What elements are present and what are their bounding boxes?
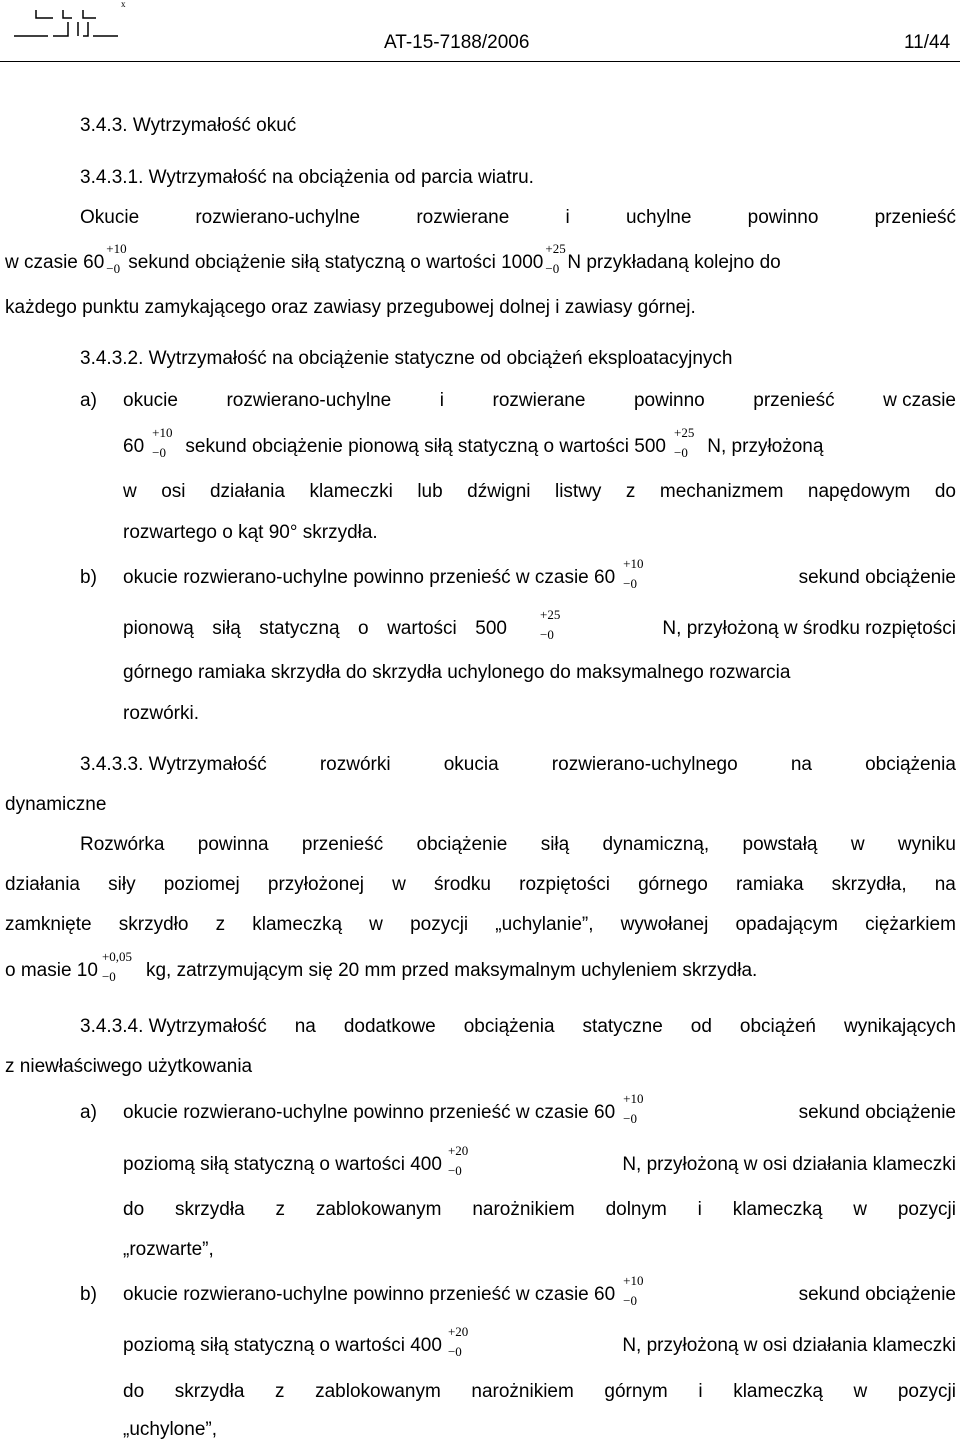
- item-4b-line-3: do skrzydła z zablokowanym narożnikiem górnym i klameczką w pozycji: [123, 1381, 956, 1402]
- item-4b-line-1-end: sekund obciążenie: [798, 1284, 956, 1305]
- item-a-line-3: w osi działania klameczki lub dźwigni listwy z mechanizmem napędowym do: [123, 481, 956, 502]
- tolerance-10: +10 −0: [623, 556, 644, 591]
- item-a-line-2: 60 +10 −0 sekund obciążenie pionową siłą statyczną o wartości 500 +25 −0 N, przyłożoną: [123, 425, 824, 460]
- item-a-line-4: rozwartego o kąt 90° skrzydła.: [123, 522, 378, 543]
- paragraph-3-line-4: o masie 10 +0,05 −0 kg, zatrzymującym się 20 mm przed maksymalnym uchyleniem skrzydła.: [5, 949, 758, 984]
- item-4b-line-1: okucie rozwierano-uchylne powinno przenieść w czasie 60 +10 −0: [123, 1283, 651, 1307]
- item-b-line-2-end: N, przyłożoną w środku rozpiętości: [662, 618, 956, 639]
- paragraph-1-line-1: Okucie rozwierano-uchylne rozwierane i uchylne powinno przenieść: [80, 207, 956, 228]
- item-b-line-1: okucie rozwierano-uchylne powinno przenieść w czasie 60 +10 −0: [123, 566, 651, 590]
- tolerance-10: +10 −0: [623, 1091, 644, 1126]
- heading-3-4-3-2: 3.4.3.2. Wytrzymałość na obciążenie statyczne od obciążeń eksploatacyjnych: [80, 348, 733, 369]
- item-4a-line-4: „rozwarte”,: [123, 1239, 214, 1260]
- header-page-number: 11/44: [904, 32, 951, 53]
- svg-text:x: x: [121, 0, 126, 9]
- heading-3-4-3: 3.4.3. Wytrzymałość okuć: [80, 115, 297, 136]
- header-doc-id: AT-15-7188/2006: [384, 32, 530, 53]
- tolerance-20: +20 −0: [447, 1143, 469, 1178]
- paragraph-3-line-2: działania siły poziomej przyłożonej w środku rozpiętości górnego ramiaka skrzydła, na: [5, 874, 956, 895]
- item-4a-line-2: poziomą siłą statyczną o wartości 400 +20 −0: [123, 1153, 478, 1177]
- list-marker-4b: b): [80, 1284, 97, 1305]
- tolerance-25: +25 −0: [545, 241, 566, 276]
- item-4a-line-1-end: sekund obciążenie: [798, 1102, 956, 1123]
- item-4a-line-2-end: N, przyłożoną w osi działania klameczki: [622, 1154, 956, 1175]
- item-a-line-1: okucie rozwierano-uchylne i rozwierane powinno przenieść w czasie: [123, 390, 956, 411]
- heading-3-4-3-4: 3.4.3.4. Wytrzymałość na dodatkowe obciążenia statyczne od obciążeń wynikających: [80, 1016, 956, 1037]
- paragraph-3-line-1: Rozwórka powinna przenieść obciążenie siłą dynamiczną, powstałą w wyniku: [80, 834, 956, 855]
- heading-3-4-3-1: 3.4.3.1. Wytrzymałość na obciążenia od parcia wiatru.: [80, 167, 534, 188]
- heading-3-4-3-3-cont: dynamiczne: [5, 794, 107, 815]
- list-marker-a: a): [80, 390, 97, 411]
- item-4b-line-2: poziomą siłą statyczną o wartości 400 +20 −0: [123, 1334, 478, 1358]
- item-b-line-4: rozwórki.: [123, 703, 200, 724]
- item-4b-line-2-end: N, przyłożoną w osi działania klameczki: [622, 1335, 956, 1356]
- list-marker-4a: a): [80, 1102, 97, 1123]
- tolerance-10: +10 −0: [106, 241, 127, 276]
- paragraph-1-line-2: w czasie 60 +10 −0 sekund obciążenie siłą statyczną o wartości 1000 +25 −0 N przykładaną kolejno do: [5, 241, 781, 276]
- company-logo: [8, 0, 128, 45]
- tolerance-25: +25 −0: [540, 607, 561, 642]
- paragraph-3-line-3: zamknięte skrzydło z klameczką w pozycji „uchylanie”, wywołanej opadającym ciężarkiem: [5, 914, 956, 935]
- heading-3-4-3-3: 3.4.3.3. Wytrzymałość rozwórki okucia rozwierano-uchylnego na obciążenia: [80, 754, 956, 775]
- tolerance-20: +20 −0: [447, 1324, 469, 1359]
- item-b-line-2-start: pionową siłą statyczną o wartości 500: [123, 618, 507, 639]
- item-4a-line-3: do skrzydła z zablokowanym narożnikiem dolnym i klameczką w pozycji: [123, 1199, 956, 1220]
- item-4b-line-4: „uchylone”,: [123, 1419, 217, 1440]
- header-rule: [0, 61, 960, 62]
- item-b-line-1-end: sekund obciążenie: [798, 567, 956, 588]
- paragraph-1-line-3: każdego punktu zamykającego oraz zawiasy przegubowej dolnej i zawiasy górnej.: [5, 297, 696, 318]
- list-marker-b: b): [80, 567, 97, 588]
- item-4a-line-1: okucie rozwierano-uchylne powinno przenieść w czasie 60 +10 −0: [123, 1101, 651, 1125]
- tolerance-005: +0,05 −0: [101, 949, 133, 984]
- heading-3-4-3-4-cont: z niewłaściwego użytkowania: [5, 1056, 253, 1077]
- tolerance-10: +10 −0: [152, 425, 173, 460]
- item-b-line-3: górnego ramiaka skrzydła do skrzydła uchylonego do maksymalnego rozwarcia: [123, 662, 791, 683]
- tolerance-10: +10 −0: [623, 1273, 644, 1308]
- tolerance-25: +25 −0: [673, 425, 695, 460]
